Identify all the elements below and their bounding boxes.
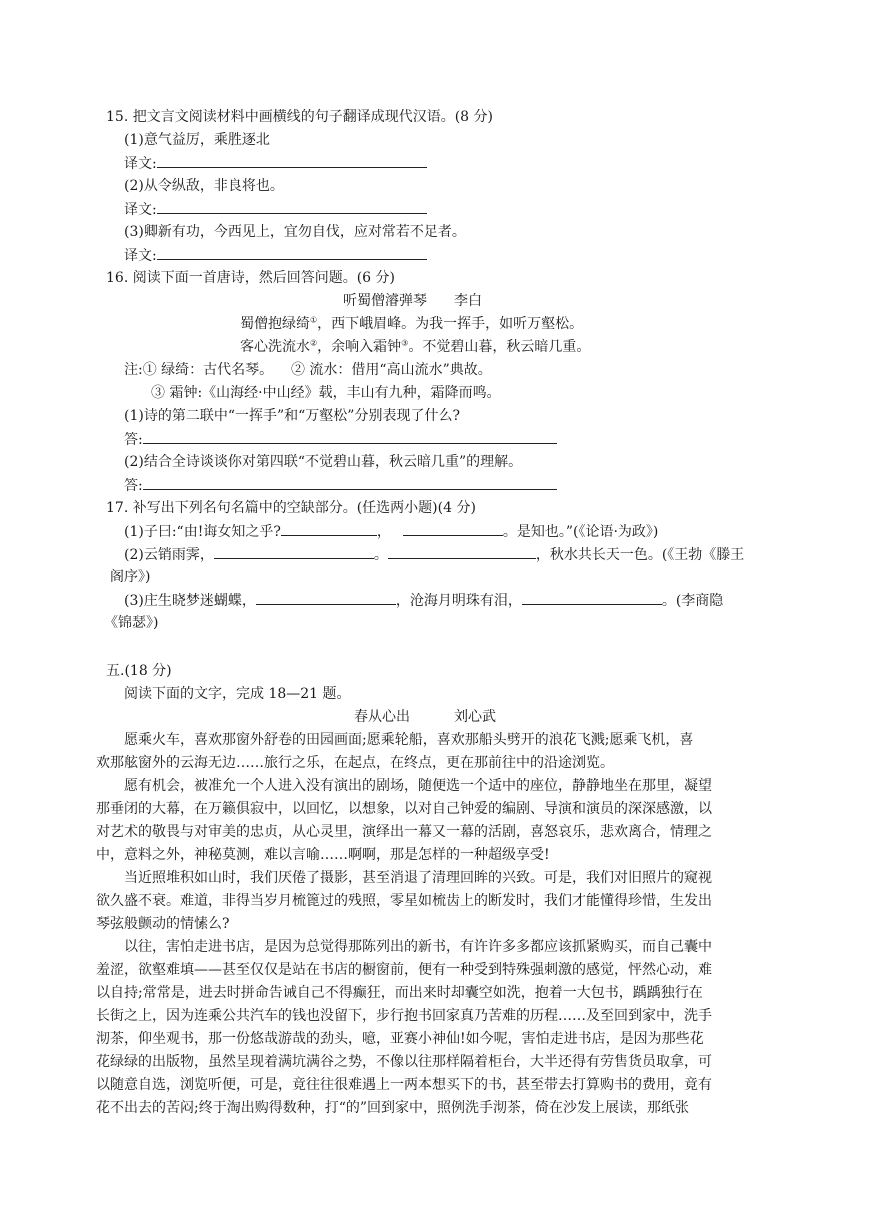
- fill-blank[interactable]: [281, 520, 377, 536]
- answer-blank[interactable]: [143, 474, 557, 490]
- answer-blank[interactable]: [157, 152, 427, 168]
- essay-line: 以随意自选，浏览听便，可是，竟往往很难遇上一两本想买下的书，甚至带去打算购书的费用，竟有: [96, 1077, 712, 1093]
- fill-blank[interactable]: [403, 520, 503, 536]
- q16-sub-1: (1)诗的第二联中“一挥手”和“万壑松”分别表现了什么?: [124, 408, 460, 424]
- poem-note-1: 注:① 绿绮：古代名琴。 ② 流水：借用“高山流水”典故。: [124, 362, 492, 378]
- essay-author: 刘心武: [454, 709, 496, 725]
- essay-line: 沏茶，仰坐观书，那一份悠哉游哉的劲头，噫，亚赛小神仙!如今呢，害怕走进书店，是因为那些花: [96, 1031, 704, 1047]
- footnote-mark-2: ②: [310, 338, 318, 348]
- q15-answer-2: [124, 198, 427, 221]
- answer-label: 译文:: [124, 202, 157, 218]
- section-heading: 五.(18 分): [106, 663, 172, 679]
- essay-line: 当近照堆积如山时，我们厌倦了摄影，甚至消退了清理回眸的兴致。可是，我们对旧照片的窥视: [124, 870, 712, 886]
- q15-item-1: (1)意气益厉，乘胜逐北: [124, 132, 270, 148]
- q17-sentence-3: (3)庄生晓梦迷蝴蝶， ，沧海月明珠有泪， 。(李商隐: [124, 589, 723, 612]
- essay-line: 羞涩，欲壑难填——甚至仅仅是站在书店的橱窗前，便有一种受到特殊强刺激的感觉，怦然心动，难: [96, 962, 712, 978]
- essay-line: 花绿绿的出版物，虽然呈现着满坑满谷之势，不像以往那样隔着柜台，大半还得有劳售货员取拿，可: [96, 1054, 712, 1070]
- essay-line: 琴弦般颤动的情愫么?: [96, 916, 230, 932]
- essay-line: 对艺术的敬畏与对审美的忠贞，从心灵里，演绎出一幕又一幕的活剧，喜怒哀乐，悲欢离合，情理之: [96, 824, 712, 840]
- q15-item-2: (2)从令纵敌，非良将也。: [124, 178, 284, 194]
- q16-answer-2: [124, 474, 557, 497]
- poem-line-1: 蜀僧抱绿绮①，西下峨眉峰。为我一挥手，如听万壑松。: [240, 315, 584, 332]
- answer-blank[interactable]: [157, 198, 427, 214]
- answer-blank[interactable]: [157, 244, 427, 260]
- q16-title: 16. 阅读下面一首唐诗，然后回答问题。(6 分): [106, 270, 395, 286]
- section-intro: 阅读下面的文字，完成 18—21 题。: [124, 686, 351, 702]
- q15-title: 15. 把文言文阅读材料中画横线的句子翻译成现代汉语。(8 分): [106, 109, 493, 125]
- q17-sentence-1: (1)子曰:“由!诲女知之乎? ， 。是知也。”(《论语·为政》): [124, 520, 658, 543]
- footnote-mark-3: ③: [401, 338, 409, 348]
- poem-title: 听蜀僧濬弹琴: [343, 293, 427, 309]
- footnote-mark-1: ①: [310, 315, 318, 325]
- answer-label: 答:: [124, 432, 143, 448]
- q16-sub-2: (2)结合全诗谈谈你对第四联“不觉碧山暮，秋云暗几重”的理解。: [124, 454, 523, 470]
- fill-blank[interactable]: [214, 543, 374, 559]
- fill-blank[interactable]: [388, 543, 536, 559]
- essay-line: 中，意料之外，神秘莫测，难以言喻……啊啊，那是怎样的一种超级享受!: [96, 847, 550, 863]
- q15-answer-3: [124, 244, 427, 267]
- answer-label: 译文:: [124, 248, 157, 264]
- essay-line: 欲久盛不衰。难道，非得当岁月梳篦过的残照，零星如梳齿上的断发时，我们才能懂得珍惜，生发出: [96, 893, 712, 909]
- answer-label: 答:: [124, 478, 143, 494]
- essay-line: 以往，害怕走进书店，是因为总觉得那陈列出的新书，有许许多多都应该抓紧购买，而自己囊中: [124, 939, 712, 955]
- answer-blank[interactable]: [143, 428, 557, 444]
- q16-answer-1: [124, 428, 557, 451]
- fill-blank[interactable]: [256, 589, 396, 605]
- q17-sentence-2: (2)云销雨霁， 。 ，秋水共长天一色。(《王勃《滕王: [124, 543, 744, 566]
- q15-item-3: (3)卿新有功，今西见上，宜勿自伐，应对常若不足者。: [124, 224, 466, 240]
- answer-label: 译文:: [124, 156, 157, 172]
- essay-line: 愿乘火车，喜欢那窗外舒卷的田园画面;愿乘轮船，喜欢那船头劈开的浪花飞溅;愿乘飞机，喜: [124, 732, 694, 748]
- poem-author: 李白: [454, 293, 482, 309]
- essay-line: 愿有机会，被准允一个人进入没有演出的剧场，随便选一个适中的座位，静静地坐在那里，凝望: [124, 778, 712, 794]
- essay-line: 以自持;常常是，进去时拼命告诫自己不得癫狂，而出来时却囊空如洗，抱着一大包书，踽踽独行在: [96, 985, 703, 1001]
- q17-sentence-3-cont: 《锦瑟》): [104, 615, 159, 631]
- essay-line: 那垂闭的大幕，在万籁俱寂中，以回忆，以想象，以对自己钟爱的编剧、导演和演员的深深感激，以: [96, 801, 712, 817]
- fill-blank[interactable]: [522, 589, 662, 605]
- essay-line: 长街之上，因为连乘公共汽车的钱也没留下，步行抱书回家真乃苦难的历程……及至回到家中，洗手: [96, 1008, 712, 1024]
- q17-title: 17. 补写出下列名句名篇中的空缺部分。(任选两小题)(4 分): [106, 500, 476, 516]
- q15-answer-1: [124, 152, 427, 175]
- essay-title: 春从心出: [354, 709, 410, 725]
- poem-line-2: 客心洗流水②，余响入霜钟③。不觉碧山暮，秋云暗几重。: [240, 338, 591, 355]
- poem-note-2: ③ 霜钟:《山海经·中山经》载，丰山有九种，霜降而鸣。: [151, 385, 501, 401]
- essay-line: 欢那舷窗外的云海无边……旅行之乐，在起点，在终点，更在那前往中的沿途浏览。: [96, 755, 614, 771]
- essay-line: 花不出去的苦闷;终于淘出购得数种，打“的”回到家中，照例洗手沏茶，倚在沙发上展读，那纸张: [96, 1100, 690, 1116]
- q17-sentence-2-cont: 阁序》): [110, 569, 151, 585]
